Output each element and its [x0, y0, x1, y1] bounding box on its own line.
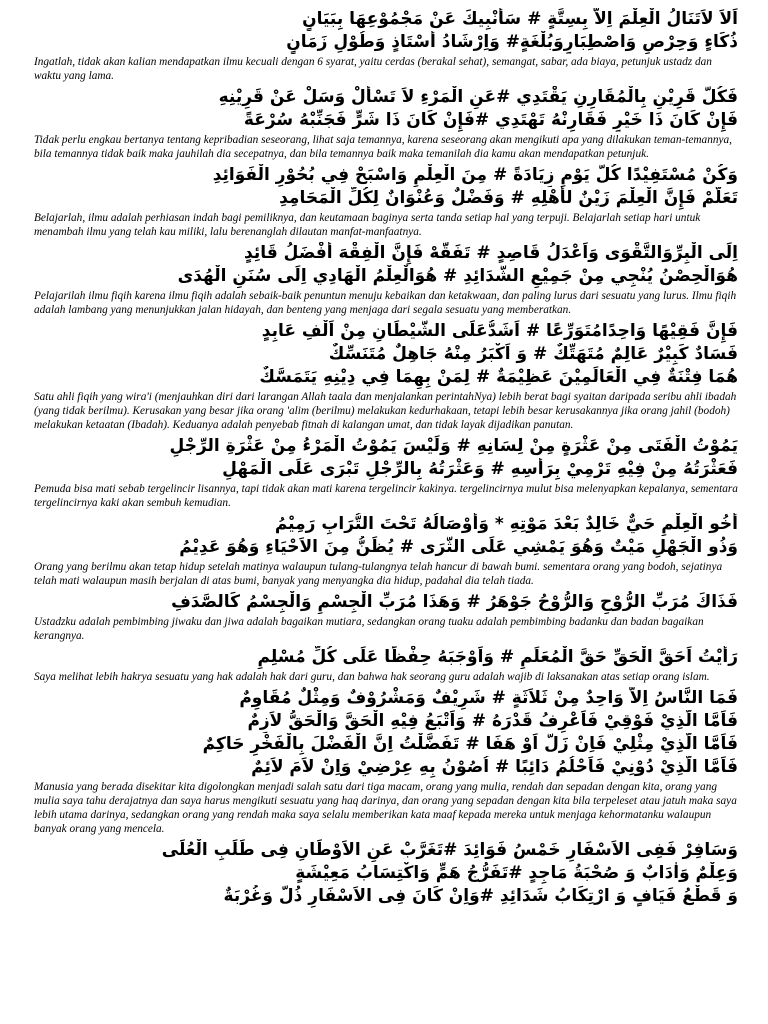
arabic-verse-line: فَسَادٌ كَبِيْرٌ عَالِمٌ مُتَهَتِّكٌ # وَ اَكْبَرُ مِنْهُ جَاهِلٌ مُتَنَسِّكٌ	[328, 344, 738, 364]
arabic-verse-line: وَكُنْ مُسْتَفِيْدًا كُلَّ يَوْمٍ زِيَادَةً # مِنَ الْعِلْمِ وَاسْبَحْ فِي بُحُوْرِ الْفَوَائِدِ	[212, 165, 738, 185]
translation-text: Saya melihat lebih hakrya sesuatu yang hak adalah hak dari guru, dan bahwa hak seorang guru adalah wajib di laksanakan atas setiap orang islam.	[34, 671, 710, 683]
translation-text: Ingatlah, tidak akan kalian mendapatkan ilmu kecuali dengan 6 syarat, yaitu cerdas (berakal sehat), semangat, sabar, ada biaya, petunjuk ustadz dan waktu yang lama.	[34, 56, 712, 82]
stanza-10	[34, 687, 738, 836]
arabic-verse-line: تَعَلَّمْ فَإِنَّ الْعِلْمَ زَيْنٌ لأَهْلِهِ # وَفَضْلٌ وَعُنْوَانٌ لِكُلِّ الْمَحَامِدِ	[279, 188, 738, 208]
arabic-verse-line: يَمُوْتُ الْفَتَى مِنْ عَثْرَةٍ مِنْ لِسَانِهِ # وَلَيْسَ يَمُوْتُ الْمَرْءُ مِنْ عَثْرَةِ الرِّجْلِ	[169, 436, 738, 456]
arabic-verse-line: وَ قَطْعُ فَيَافٍ وَ ارْتِكَابُ شَدَائِدِ #وَاِنْ كَانَ فِى الاَسْفَارِ ذُلٌّ وَغُرْبَةٌ	[223, 886, 738, 906]
stanza-3	[34, 164, 738, 239]
stanza-6	[34, 435, 738, 510]
translation-text: Tidak perlu engkau bertanya tentang kepribadian seseorang, lihat saja temannya, karena seseorang akan mengikuti apa yang dilakukan teman-temannya, bila temannya tidak baik maka jauhilah dia secepatnya, dan bila temannya baik maka temanilah dia kamu akan mendapatkan petunjuk.	[34, 134, 732, 160]
translation-text: Orang yang berilmu akan tetap hidup setelah matinya walaupun tulang-tulangnya telah hancur di bawah bumi. sementara orang yang bodoh, sejatinya telah mati walaupun masih berjalan di atas bumi, banyak yang menyangka dia hidup, padahal dia telah tiada.	[34, 561, 723, 587]
translation-text: Pelajarilah ilmu fiqih karena ilmu fiqih adalah sebaik-baik penuntun menuju kebaikan dan ketakwaan, dan paling lurus dari sesuatu yang lurus. Ilmu fiqih adalah lambang yang menunjukkan jalan hidayah, dan benteng yang menjaga dari segala sesuatu yang memberatkan.	[34, 290, 737, 316]
arabic-verse-line: فَاَمَّا الَّذِيْ فَوْقِيْ فَاَعْرِفُ قَدْرَهُ # وَاَتْبَعُ فِيْهِ الْحَقَّ وَالْحَقُّ لاَزِمٌ	[247, 711, 738, 731]
stanza-9	[34, 646, 738, 684]
arabic-verse-line: ذُكَاءٍ وَحِرْصٍ وَاصْطِبَارٍوَبُلْغَةٍ# وَاِرْشَادُ أُسْتَاذٍ وَطُوْلِ زَمَانٍ	[286, 32, 738, 52]
translation-text: Satu ahli fiqih yang wira'i (menjauhkan diri dari larangan Allah taala dan menjalankan perintahNya) lebih berat bagi syaitan daripada seribu ahli ibadah (yang tidak berilmu). Kerusakan yang besar jika orang 'alim (berilmu) melakukan kedurhakaan, tetapi lebih besar kerusakannya jika orang jahil (bodoh) melakukan ketaatan (Ibadah). Keduanya adalah penyebab fitnah di kalangan umat, dan tidak layak dijadikan panutan.	[34, 391, 737, 431]
translation-text: Pemuda bisa mati sebab tergelincir lisannya, tapi tidak akan mati karena tergelincir kakinya. tergelincirnya mulut bisa melenyapkan kepalanya, sementara tergelincirnya kaki akan sembuh kemudian.	[34, 483, 738, 509]
translation-text: Ustadzku adalah pembimbing jiwaku dan jiwa adalah bagaikan mutiara, sedangkan orang tuaku adalah pembimbing badanku dan badan bagaikan kerangnya.	[34, 616, 704, 642]
stanza-5	[34, 320, 738, 432]
stanza-7	[34, 513, 738, 588]
stanza-11	[34, 839, 738, 908]
arabic-verse-line: اِلَى الْبِرِّوَالتَّقْوَى وَاَعْدَلُ قَاصِدٍ # تَفَقَّهْ فَإِنَّ الْفِقْهَ أَفْضَلُ قَائِدٍ	[244, 243, 738, 263]
arabic-verse-line: وَسَافِرْ فَفِى الاَسْفَارِ خَمْسُ فَوَائِدَ #تَغَرَّبْ عَنِ الاَوْطَانِ فِى طَلَبِ الْعُلَى	[161, 840, 738, 860]
arabic-verse-line: فَإِنَّ فَقِيْهًا وَاحِدًامُتَوَرِّعًا # اَشَدُّعَلَى الشَّيْطَانِ مِنْ اَلْفِ عَابِدٍ	[261, 321, 738, 341]
translation-text: Belajarlah, ilmu adalah perhiasan indah bagi pemiliknya, dan keutamaan baginya serta tanda setiap hal yang terpuji. Belajarlah setiap hari untuk menambah ilmu yang telah kau miliki, lalu berenanglah dilautan manfat-manfaatnya.	[34, 212, 701, 238]
arabic-verse-line: أَخُو الْعِلْمِ حَيٌّ خَالِدٌ بَعْدَ مَوْتِهِ * وَأَوْصَالُهُ تَحْتَ التُّرَابِ رَمِيْمُ	[274, 514, 738, 534]
arabic-verse-line: فَذَاكَ مُرَبِّ الرُّوْحِ وَالرُّوْحُ جَوْهَرُ # وَهَذَا مُرَبِّ الْجِسْمِ وَالْجِسْمُ كَالصَّدَفِ	[171, 592, 738, 612]
arabic-verse-line: اَلاَ لاَتَنَالُ الْعِلْمَ اِلاَّ بِسِتَّةٍ # سَأُنْبِيكَ عَنْ مَجْمُوْعِهَا بِبَيَانٍ	[302, 9, 738, 29]
arabic-verse-line: فَإِنْ كَانَ ذَا خَيْرٍ فَقَارِنْهُ تَهْتَدِي #فَإِنْ كَانَ ذَا شَرٍّ فَجَنِّبْهُ سُرْعَةً	[243, 110, 738, 130]
arabic-verse-line: فَاَمَّا الَّذِيْ مِثْلِيْ فَاِنْ زَلَّ اَوْ هَفَا # تَفَضَّلْتُ اِنَّ الْفَضْلَ بِالْفَخْرِ حَاكِمٌ	[202, 734, 738, 754]
stanza-4	[34, 242, 738, 317]
arabic-verse-line: فَمَا النَّاسُ اِلاَّ وَاحِدٌ مِنْ ثَلاَثَةٍ # شَرِيْفٌ وَمَشْرُوْفٌ وَمِثْلٌ مُقَاوِمٌ	[239, 688, 738, 708]
arabic-verse-line: وَذُو الْجَهْلِ مَيْتٌ وَهُوَ يَمْشِي عَلَى الثَّرَى # يُظَنُّ مِنَ الاَحْيَاءِ وَهُوَ عَدِيْمُ	[179, 537, 738, 557]
arabic-verse-line: هُوَالْحِصْنُ يُنْجِي مِنْ جَمِيْعِ الشَّدَائِدِ # هُوَالْعِلْمُ الْهَادِي اِلَى سُنَنِ الْهُدَى	[177, 266, 738, 286]
arabic-verse-line: رَأَيْتُ اَحَقَّ الْحَقِّ حَقَّ الْمُعَلِّمِ # وَاَوْجَبَهُ حِفْظًا عَلَى كُلِّ مُسْلِمٍ	[257, 647, 738, 667]
stanza-2	[34, 86, 738, 161]
stanza-8	[34, 591, 738, 643]
arabic-verse-line: فَاَمَّا الَّذِيْ دُوْنِيْ فَاَحْلُمُ دَائِبًا # اُصُوْنُ بِهِ عِرْضِيْ وَاِنْ لاَمَ لاَئِمٌ	[251, 757, 738, 777]
arabic-verse-line: هُمَا فِتْنَةٌ فِي الْعَالَمِيْنَ عَظِيْمَةٌ # لِمَنْ بِهِمَا فِي دِيْنِهِ يَتَمَسَّكٌ	[259, 367, 738, 387]
arabic-verse-line: فَكُلُّ قَرِيْنٍ بِالْمُقَارِنِ يَقْتَدِي #عَنِ الْمَرْءِ لاَ تَسْأَلْ وَسَلْ عَنْ قَرِيْنِهِ	[218, 87, 738, 107]
arabic-verse-line: فَعَثْرَتُهُ مِنْ فِيْهِ تَرْمِيْ بِرَأْسِهِ # وَعَثْرَتُهُ بِالرِّجْلِ تَبْرَى عَلَى الْمَهْلِ	[222, 459, 738, 479]
arabic-verse-line: وَعِلْمٌ وَاٰدَابٌ وَ صُحْبَةُ مَاجِدٍ #تَفَرُّجُ هَمٍّ وَاكْتِسَابُ مَعِيْشَةٍ	[295, 863, 738, 883]
stanza-1	[34, 8, 738, 83]
translation-text: Manusia yang berada disekitar kita digolongkan menjadi salah satu dari tiga macam, orang yang mulia, rendah dan sepadan dengan kita, orang yang mulia saya tahu derajatnya dan saya harus mengikuti sesuatu yang haq darinya, dan orang yang sepadan dengan kita bila terpeleset atau jatuh maka saya lebih utama darinya, sedangkan orang yang rendah maka saya selalu memberikan kata maaf kepada mereka untuk menjaga kehormatanku walaupun banyak orang yang mencela.	[34, 781, 737, 835]
